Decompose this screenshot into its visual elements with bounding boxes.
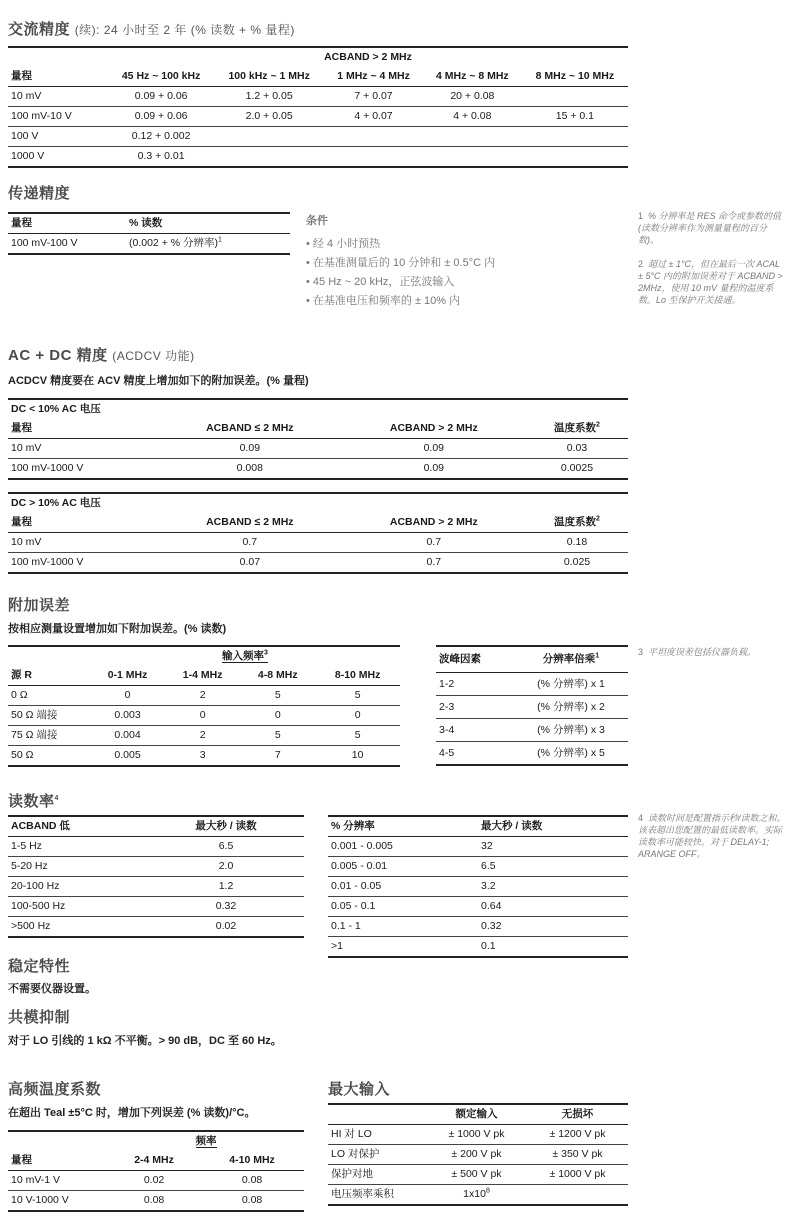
source-cell: 75 Ω 端接	[8, 726, 90, 746]
col-header: 100 kHz ~ 1 MHz	[214, 67, 324, 87]
table-row	[8, 1171, 304, 1191]
value-cell: 0	[165, 706, 240, 726]
condition-item: • 经 4 小时预热	[306, 238, 381, 250]
value-cell: 0	[90, 686, 165, 706]
value-cell: 0.008	[158, 459, 342, 480]
col-header: ACBAND > 2 MHz	[342, 513, 526, 533]
table-row	[8, 877, 304, 897]
table-row	[436, 718, 628, 741]
reading-header: % 读数	[126, 213, 290, 234]
table-row	[328, 937, 628, 958]
table-row	[8, 107, 628, 127]
col-header: 1-4 MHz	[165, 666, 240, 686]
value-cell: 6.5	[478, 857, 628, 877]
table-row	[436, 741, 628, 765]
value-cell	[522, 87, 628, 107]
table-row	[8, 147, 628, 168]
freq-header	[108, 1131, 304, 1151]
value-cell: 0.7	[158, 533, 342, 553]
col-header: 4 MHz ~ 8 MHz	[423, 67, 522, 87]
value-cell: 0.09	[342, 439, 526, 459]
range-cell: 10 mV	[8, 439, 158, 459]
footnote-4	[638, 812, 786, 860]
value-cell: 5	[240, 686, 315, 706]
condition-item: • 45 Hz ~ 20 kHz，正弦波输入	[306, 276, 455, 288]
footnote-1	[638, 210, 786, 246]
value-cell: 4 + 0.07	[324, 107, 423, 127]
col-header: 45 Hz ~ 100 kHz	[108, 67, 214, 87]
hf-temp-description: 在超出 Teal ±5°C 时，增加下列误差 (% 读数)/°C。	[8, 1107, 256, 1119]
range-header: 量程	[8, 513, 158, 533]
value-cell: 15 + 0.1	[522, 107, 628, 127]
acdc-subtitle: (ACDCV 功能)	[112, 349, 195, 363]
table-row	[8, 1191, 304, 1212]
value-cell: 0.18	[526, 533, 628, 553]
range-header: 量程	[8, 67, 108, 87]
range-cell: 10 mV	[8, 533, 158, 553]
settling-title: 稳定特性	[8, 958, 71, 975]
band-cell: 5-20 Hz	[8, 857, 148, 877]
value-cell	[423, 147, 522, 168]
col-header	[526, 513, 628, 533]
source-header: 源 R	[8, 666, 90, 686]
table-row	[8, 127, 628, 147]
range-cell: 100 mV-1000 V	[8, 459, 158, 480]
value-cell: 0.12 + 0.002	[108, 127, 214, 147]
table-row	[328, 1145, 628, 1165]
value-cell: 0.09	[342, 459, 526, 480]
reading-rate-acband-table	[8, 815, 304, 938]
value-cell	[426, 1185, 527, 1206]
reading-rate-title	[8, 790, 59, 811]
value-cell	[324, 127, 423, 147]
value-cell: 0.003	[90, 706, 165, 726]
res-cell: 0.001 - 0.005	[328, 837, 478, 857]
col-header: 无损坏	[527, 1104, 628, 1125]
value-cell: 0.03	[526, 439, 628, 459]
acdc-title	[8, 344, 195, 365]
reading-rate-res-table	[328, 815, 628, 958]
footnote-ref: 1	[595, 652, 600, 660]
additional-title: 附加误差	[8, 597, 71, 614]
footnote-number: 2	[638, 259, 644, 269]
table-row	[328, 1125, 628, 1145]
crest-cell: 4-5	[436, 741, 514, 765]
value-cell: 0	[315, 706, 400, 726]
ac-accuracy-table	[8, 46, 628, 168]
value-cell	[214, 147, 324, 168]
table-row	[436, 695, 628, 718]
value-cell: 0.7	[342, 533, 526, 553]
source-cell: 50 Ω	[8, 746, 90, 767]
col-header-text: 温度系数	[554, 516, 597, 528]
value-cell: 2	[165, 686, 240, 706]
table-row	[328, 897, 628, 917]
table-row	[8, 439, 628, 459]
value-cell: 0.0025	[526, 459, 628, 480]
hf-temp-title: 高频温度系数	[8, 1081, 102, 1098]
value-cell	[527, 1185, 628, 1206]
value-cell	[324, 147, 423, 168]
additional-description: 按相应测量设置增加如下附加误差。(% 读数)	[8, 623, 227, 635]
value-cell: 0.004	[90, 726, 165, 746]
max-header: 最大秒 / 读数	[478, 816, 628, 837]
value-cell: 0.09 + 0.06	[108, 87, 214, 107]
value-cell: ± 1000 V pk	[426, 1125, 527, 1145]
value-cell	[126, 234, 290, 255]
condition-item: • 在基准电压和频率的 ± 10% 内	[306, 295, 461, 307]
table-row	[8, 726, 400, 746]
footnote-ref: 3	[264, 649, 268, 657]
range-header: 量程	[8, 213, 126, 234]
value-cell: 3.2	[478, 877, 628, 897]
band-cell: >500 Hz	[8, 917, 148, 938]
crest-cell: 3-4	[436, 718, 514, 741]
table-row	[328, 857, 628, 877]
footnote-number: 3	[638, 647, 644, 657]
acband-header: ACBAND > 2 MHz	[108, 47, 628, 67]
value-cell: 2	[165, 726, 240, 746]
acdc-table-low	[8, 398, 628, 480]
ac-accuracy-subtitle: (续): 24 小时至 2 年 (% 读数 + % 量程)	[74, 23, 295, 37]
value-cell: 4 + 0.08	[423, 107, 522, 127]
range-cell: 100 mV-1000 V	[8, 553, 158, 574]
range-cell: 10 V-1000 V	[8, 1191, 108, 1212]
table-row	[8, 234, 290, 255]
ac-accuracy-heading: 交流精度	[8, 21, 71, 38]
value-cell: 0.08	[200, 1171, 304, 1191]
band-cell: 1-5 Hz	[8, 837, 148, 857]
value-cell: 0.02	[148, 917, 304, 938]
value-cell: 0.7	[342, 553, 526, 574]
footnote-text: 超过 ± 1°C，但在最后一次 ACAL ± 5°C 内的附加误差对于 ACBAND > 2MHz，使用 10 mV 量程的温度系数。Lo 至保护开关接通。	[638, 259, 783, 305]
range-cell: 10 mV-1 V	[8, 1171, 108, 1191]
value-cell: 0.09	[158, 439, 342, 459]
acdc-description: ACDCV 精度要在 ACV 精度上增加如下的附加误差。(% 量程)	[8, 375, 309, 387]
col-header: 8 MHz ~ 10 MHz	[522, 67, 628, 87]
vhz-base: 1x10	[463, 1188, 486, 1200]
table-row	[436, 672, 628, 695]
footnote-ref: 1	[218, 236, 222, 244]
value-cell: 0.08	[200, 1191, 304, 1212]
value-cell: 0.09 + 0.06	[108, 107, 214, 127]
value-cell	[214, 127, 324, 147]
band-cell: 20-100 Hz	[8, 877, 148, 897]
value-cell	[522, 147, 628, 168]
footnote-ref: 2	[596, 421, 600, 429]
label-cell: HI 对 LO	[328, 1125, 426, 1145]
table-row	[8, 87, 628, 107]
value-cell: ± 350 V pk	[527, 1145, 628, 1165]
table-row	[8, 746, 400, 767]
range-cell: 100 V	[8, 127, 108, 147]
table-row	[8, 857, 304, 877]
footnote-text: % 分辨率是 RES 命令或参数的值 (读数分辨率作为测量量程的百分数)。	[638, 211, 782, 245]
table-row	[328, 877, 628, 897]
value-cell: 0	[240, 706, 315, 726]
value-cell: 6.5	[148, 837, 304, 857]
footnote-ref: 4	[54, 795, 59, 802]
footnote-3	[638, 646, 786, 658]
mult-cell: (% 分辨率) x 1	[514, 672, 628, 695]
value-cell: 1.2 + 0.05	[214, 87, 324, 107]
value-text: (0.002 + % 分辨率)	[129, 237, 218, 249]
freq-header	[90, 646, 400, 666]
table-row	[328, 917, 628, 937]
value-cell: 10	[315, 746, 400, 767]
max-input-table	[328, 1103, 628, 1206]
col-header: ACBAND ≤ 2 MHz	[158, 513, 342, 533]
transfer-table	[8, 212, 290, 255]
band-cell: 100-500 Hz	[8, 897, 148, 917]
range-cell: 1000 V	[8, 147, 108, 168]
table-subtitle: DC > 10% AC 电压	[8, 493, 628, 513]
footnote-text: 读数时间是配置指示秒/读数之和。该表超出您配置的最低读数率。实际读数率可能较快。对于 DELAY-1; ARANGE OFF。	[638, 813, 786, 859]
res-cell: >1	[328, 937, 478, 958]
range-cell: 100 mV-10 V	[8, 107, 108, 127]
table-row	[8, 897, 304, 917]
transfer-conditions	[306, 212, 495, 311]
label-cell: 保护对地	[328, 1165, 426, 1185]
table-row	[8, 686, 400, 706]
mult-cell: (% 分辨率) x 2	[514, 695, 628, 718]
vhz-exponent: 8	[485, 1187, 490, 1195]
transfer-title: 传递精度	[8, 185, 71, 202]
res-cell: 0.05 - 0.1	[328, 897, 478, 917]
footnote-ref: 2	[596, 515, 600, 523]
table-row	[8, 837, 304, 857]
footnote-number: 1	[638, 211, 644, 221]
value-cell: 0.64	[478, 897, 628, 917]
acdc-table-high	[8, 492, 628, 574]
value-cell: 20 + 0.08	[423, 87, 522, 107]
settling-description: 不需要仪器设置。	[8, 983, 96, 995]
label-cell: LO 对保护	[328, 1145, 426, 1165]
table-row	[328, 837, 628, 857]
max-input-title: 最大输入	[328, 1081, 391, 1098]
footnote-text: 平坦度误差包括仪器负载。	[648, 647, 757, 657]
value-cell: 5	[315, 726, 400, 746]
range-cell: 100 mV-100 V	[8, 234, 126, 255]
crest-cell: 1-2	[436, 672, 514, 695]
col-header: 4-8 MHz	[240, 666, 315, 686]
ac-accuracy-title	[8, 18, 295, 39]
label-cell: 电压频率乘积	[328, 1185, 426, 1206]
table-row	[8, 706, 400, 726]
value-cell: 0.32	[148, 897, 304, 917]
value-cell: 7 + 0.07	[324, 87, 423, 107]
col-header-text: 温度系数	[554, 422, 597, 434]
mult-cell: (% 分辨率) x 5	[514, 741, 628, 765]
crest-cell: 2-3	[436, 695, 514, 718]
freq-header-text: 频率	[195, 1135, 217, 1147]
res-cell: 0.01 - 0.05	[328, 877, 478, 897]
res-header: % 分辨率	[328, 816, 478, 837]
mult-cell: (% 分辨率) x 3	[514, 718, 628, 741]
value-cell: 0.005	[90, 746, 165, 767]
additional-freq-table	[8, 645, 400, 767]
table-row	[8, 533, 628, 553]
value-cell: 2.0 + 0.05	[214, 107, 324, 127]
col-header	[526, 419, 628, 439]
crest-header: 波峰因素	[436, 646, 514, 672]
crest-factor-table	[436, 645, 628, 766]
col-header: 8-10 MHz	[315, 666, 400, 686]
res-cell: 0.005 - 0.01	[328, 857, 478, 877]
value-cell: 0.025	[526, 553, 628, 574]
value-cell: 7	[240, 746, 315, 767]
col-header: ACBAND ≤ 2 MHz	[158, 419, 342, 439]
value-cell: ± 1000 V pk	[527, 1165, 628, 1185]
value-cell: 5	[240, 726, 315, 746]
table-row	[8, 553, 628, 574]
col-header: 4-10 MHz	[200, 1151, 304, 1171]
value-cell: 32	[478, 837, 628, 857]
source-cell: 0 Ω	[8, 686, 90, 706]
range-cell: 10 mV	[8, 87, 108, 107]
hf-temp-table	[8, 1130, 304, 1212]
cmr-title: 共模抑制	[8, 1009, 71, 1026]
value-cell: 2.0	[148, 857, 304, 877]
acdc-heading: AC + DC 精度	[8, 347, 108, 364]
col-header: ACBAND > 2 MHz	[342, 419, 526, 439]
res-cell: 0.1 - 1	[328, 917, 478, 937]
value-cell: 0.1	[478, 937, 628, 958]
table-row	[328, 1185, 628, 1206]
value-cell	[423, 127, 522, 147]
table-row	[8, 917, 304, 938]
freq-header-text: 输入频率	[222, 650, 265, 662]
value-cell: ± 1200 V pk	[527, 1125, 628, 1145]
range-header: 量程	[8, 1151, 108, 1171]
range-header: 量程	[8, 419, 158, 439]
value-cell: 5	[315, 686, 400, 706]
mult-header	[514, 646, 628, 672]
conditions-title: 条件	[306, 215, 328, 227]
mult-header-text: 分辨率倍乘	[542, 653, 596, 666]
table-row	[328, 1165, 628, 1185]
value-cell: ± 500 V pk	[426, 1165, 527, 1185]
value-cell	[522, 127, 628, 147]
value-cell: 0.08	[108, 1191, 200, 1212]
cmr-description: 对于 LO 引线的 1 kΩ 不平衡。> 90 dB，DC 至 60 Hz。	[8, 1035, 282, 1047]
reading-rate-heading: 读数率	[8, 793, 55, 810]
value-cell: 1.2	[148, 877, 304, 897]
value-cell: ± 200 V pk	[426, 1145, 527, 1165]
col-header: 2-4 MHz	[108, 1151, 200, 1171]
source-cell: 50 Ω 端接	[8, 706, 90, 726]
value-cell: 0.32	[478, 917, 628, 937]
value-cell: 0.3 + 0.01	[108, 147, 214, 168]
value-cell: 3	[165, 746, 240, 767]
footnote-number: 4	[638, 813, 644, 823]
value-cell: 0.02	[108, 1171, 200, 1191]
acband-header: ACBAND 低	[8, 816, 148, 837]
table-row	[8, 459, 628, 480]
col-header: 额定输入	[426, 1104, 527, 1125]
value-cell: 0.07	[158, 553, 342, 574]
col-header: 1 MHz ~ 4 MHz	[324, 67, 423, 87]
footnote-2	[638, 258, 786, 306]
col-header: 0-1 MHz	[90, 666, 165, 686]
max-header: 最大秒 / 读数	[148, 816, 304, 837]
table-subtitle: DC < 10% AC 电压	[8, 399, 628, 419]
condition-item: • 在基准测量后的 10 分钟和 ± 0.5°C 内	[306, 257, 496, 269]
